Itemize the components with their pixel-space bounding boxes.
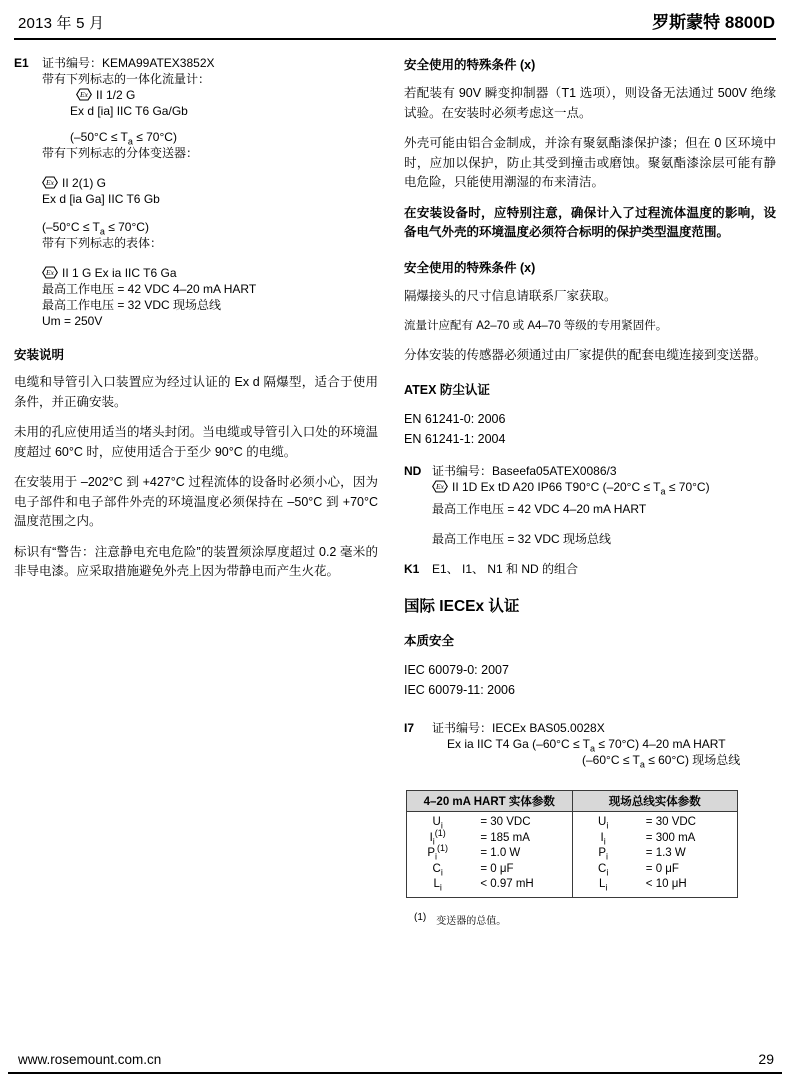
cert-label-i7: I7 — [404, 721, 415, 735]
atex-ex-icon — [42, 266, 58, 279]
body-mark — [42, 265, 378, 281]
atex-dust-heading: ATEX 防尘认证 — [404, 383, 490, 397]
svg-text:Ex: Ex — [46, 268, 54, 277]
iec-standard-1: IEC 60079-0: 2007 — [404, 663, 509, 677]
install-paragraph-4: 标识有“警告：注意静电充电危险”的装置须涂厚度超过 0.2 毫米的非导电漆。应采取措施避免外壳上因为带静电而产生火花。 — [14, 544, 378, 578]
left-column — [14, 55, 378, 927]
atex-dust-standard-1: EN 61241-0: 2006 — [404, 412, 506, 426]
table-cell-value: = 1.3 W — [645, 847, 686, 859]
header-date: 2013 年 5 月 — [18, 15, 105, 32]
page-header — [0, 0, 790, 33]
cert-body-nd — [432, 463, 776, 547]
table-cell-param: $L_i$ — [598, 878, 608, 893]
remote-temp-range: $(-50^\circ C \le T_a \le 70^\circ C)$ — [42, 220, 149, 237]
svg-text:Ex: Ex — [436, 482, 444, 491]
cert-body-i7 — [432, 720, 776, 768]
integral-mark-1 — [42, 87, 378, 103]
um-value: Um = 250V — [42, 314, 103, 328]
table-footnote — [414, 912, 776, 927]
table-cell-value: < 0.97 mH — [468, 877, 572, 897]
atex-ex-icon — [42, 176, 58, 189]
remote-mark-1-text: II 2(1) G — [62, 176, 107, 190]
table-row — [407, 846, 738, 862]
nd-voltage-fieldbus: 最高工作电压 = 32 VDC 现场总线 — [432, 532, 612, 546]
i7-cert-number: 证书编号：IECEx BAS05.0028X — [432, 721, 605, 735]
remote-mark-1 — [42, 175, 378, 191]
table-cell-param: $P_i^{(1)}$ — [427, 843, 448, 862]
special2-paragraph-3: 分体安装的传感器必须通过由厂家提供的配套电缆连接到变送器。 — [404, 347, 767, 362]
special1-paragraph-2: 外壳可能由铝合金制成，并涂有聚氨酯漆保护漆；但在 0 区环境中时，应加以保护，防止其受到撞击或磨蚀。聚氨酯漆涂层可能有静电危险，只能使用潮湿的布来清洁。 — [404, 136, 776, 189]
table-cell-value: < 10 μH — [645, 878, 687, 890]
table-cell-param: $U_i$ — [432, 816, 443, 831]
integral-temp-range: $(-50^\circ C \le T_a \le 70^\circ C)$ — [70, 130, 177, 147]
special-conditions-heading-2: 安全使用的特殊条件 (x) — [404, 260, 536, 275]
cert-label-e1: E1 — [14, 56, 29, 70]
atex-dust-standard-2: EN 61241-1: 2004 — [404, 432, 506, 446]
integral-intro: 带有下列标志的一体化流量计： — [42, 72, 211, 86]
table-cell-param: $U_i$ — [598, 816, 609, 831]
cert-label-k1: K1 — [404, 562, 420, 576]
header-product-title: 罗斯蒙特 8800D — [652, 13, 775, 32]
table-cell-value: = 300 mA — [645, 831, 696, 844]
body-intro: 带有下列标志的表体： — [42, 236, 163, 250]
special2-paragraph-1: 隔爆接头的尺寸信息请联系厂家获取。 — [404, 288, 617, 303]
table-header-row — [407, 791, 738, 812]
cert-label-nd: ND — [404, 464, 422, 478]
table-header-hart: 4–20 mA HART 实体参数 — [407, 791, 573, 812]
install-paragraph-3: 在安装用于 –202°C 到 +427°C 过程流体的设备时必须小心，因为电子部件和电子部件外壳的环境温度必须保持在 –50°C 到 +70°C 温度范围之内。 — [14, 475, 378, 528]
nd-voltage-hart: 最高工作电压 = 42 VDC 4–20 mA HART — [432, 502, 647, 516]
voltage-fieldbus: 最高工作电压 = 32 VDC 现场总线 — [42, 298, 222, 312]
iec-standard-2: IEC 60079-11: 2006 — [404, 683, 515, 697]
cert-body-e1 — [42, 55, 378, 329]
cert-block-e1 — [14, 55, 378, 329]
page-number: 29 — [758, 1051, 774, 1067]
svg-text:Ex: Ex — [80, 90, 88, 99]
page-content — [0, 40, 790, 927]
table-cell-value: = 185 mA — [468, 831, 572, 847]
footnote-marker: (1) — [414, 911, 427, 923]
table-cell-param: $C_i$ — [598, 862, 609, 877]
nd-cert-number: 证书编号：Baseefa05ATEX0086/3 — [432, 464, 617, 478]
page-footer — [18, 1051, 774, 1067]
cert-block-nd — [404, 463, 776, 547]
table-cell-param: $I_i$ — [600, 831, 606, 846]
nd-mark: Ex II 1D Ex tD A20 IP66 T90°C $(-20^\circ C \le T_a \le 70^\circ C)$ — [432, 479, 776, 495]
iecex-heading: 国际 IECEx 认证 — [404, 598, 520, 615]
special-conditions-heading-1: 安全使用的特殊条件 (x) — [404, 58, 536, 72]
atex-ex-icon — [432, 480, 448, 493]
cert-body-k1: E1、 I1、 N1 和 ND 的组合 — [432, 562, 579, 576]
table-header-fieldbus: 现场总线实体参数 — [572, 791, 737, 812]
table-cell-value: = 30 VDC — [645, 816, 696, 828]
intrinsic-safety-heading: 本质安全 — [404, 634, 455, 648]
table-cell-param: $P_i$ — [598, 847, 608, 862]
table-row — [407, 812, 738, 831]
svg-text:Ex: Ex — [46, 178, 54, 187]
body-mark-text: II 1 G Ex ia IIC T6 Ga — [62, 266, 177, 280]
entity-parameters-table — [406, 790, 738, 898]
special2-paragraph-2: 流量计应配有 A2–70 或 A4–70 等级的专用紧固件。 — [404, 320, 668, 332]
cert-block-k1 — [404, 561, 776, 577]
install-heading: 安装说明 — [14, 348, 65, 362]
table-cell-param: $L_i$ — [433, 878, 442, 893]
atex-ex-icon — [76, 88, 92, 101]
table-row — [407, 831, 738, 847]
install-paragraph-1: 电缆和导管引入口装置应为经过认证的 Ex d 隔爆型，适合于使用条件，并正确安装。 — [14, 375, 378, 409]
special1-paragraph-1: 若配装有 90V 瞬变抑制器（T1 选项），则设备无法通过 500V 绝缘试验。在安装时必须考虑这一点。 — [404, 86, 776, 120]
special1-paragraph-3: 在安装设备时，应特别注意，确保计入了过程流体温度的影响，设备电气外壳的环境温度必须符合标明的保护类型温度范围。 — [404, 205, 776, 239]
install-paragraph-2: 未用的孔应使用适当的堵头封闭。当电缆或导管引入口处的环境温度超过 60°C 时，应使用适合于至少 90°C 的电缆。 — [14, 425, 378, 459]
table-row — [407, 862, 738, 878]
footer-rule — [8, 1072, 782, 1074]
footer-url-link[interactable]: www.rosemount.com.cn — [18, 1052, 162, 1067]
table-cell-value: = 0 μF — [468, 862, 572, 878]
table-row — [407, 877, 738, 897]
table-cell-value: = 30 VDC — [468, 812, 572, 831]
cert-block-i7 — [404, 720, 776, 768]
footnote-text: 变送器的总值。 — [436, 915, 507, 927]
right-column — [404, 55, 776, 927]
remote-mark-2: Ex d [ia Ga] IIC T6 Gb — [42, 192, 160, 206]
table-cell-value: = 1.0 W — [468, 846, 572, 862]
table-cell-value: = 0 μF — [645, 862, 679, 875]
integral-mark-2: Ex d [ia] IIC T6 Ga/Gb — [70, 104, 188, 118]
i7-line-1: Ex ia IIC T4 Ga $(-60^\circ C \le T_a \le 70^\circ C)$ 4–20 mA HART — [447, 737, 726, 754]
i7-line-2: $(-60^\circ C \le T_a \le 60^\circ C)$ 现场总线 — [582, 753, 741, 770]
cert-number: 证书编号：KEMA99ATEX3852X — [42, 56, 215, 70]
table-cell-param: $I_i^{(1)}$ — [429, 827, 446, 846]
integral-mark-1-text: II 1/2 G — [96, 88, 136, 102]
voltage-hart: 最高工作电压 = 42 VDC 4–20 mA HART — [42, 282, 257, 296]
table-cell-param: $C_i$ — [432, 862, 443, 877]
remote-intro: 带有下列标志的分体变送器： — [42, 146, 199, 160]
